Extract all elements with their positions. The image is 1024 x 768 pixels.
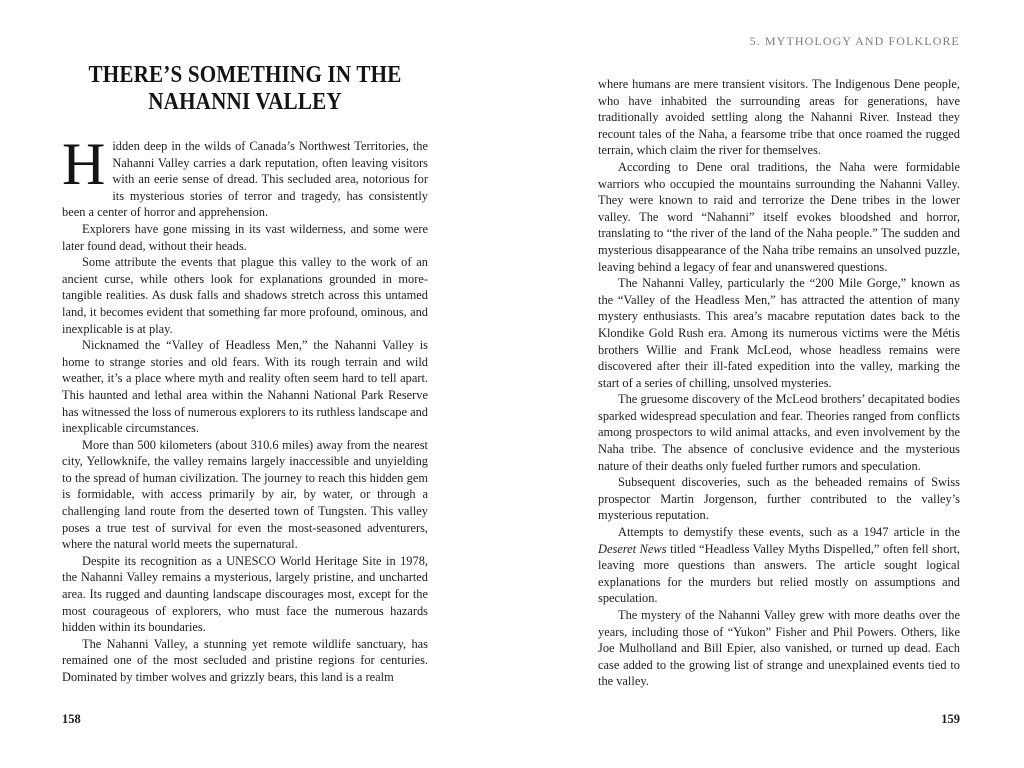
text-segment: Subsequent discoveries, such as the beheaded remains of Swiss prospector Martin Jorgenson, further contributed to the valley’s mysterious reputation. <box>598 475 960 523</box>
right-page-number: 159 <box>941 712 960 726</box>
chapter-title-line2: NAHANNI VALLEY <box>148 89 342 115</box>
text-segment: where humans are mere transient visitors. The Indigenous Dene people, who have inhabited the surrounding areas for generations, have traditionally avoided settling along the Nahanni River. Instead they recount tales of the Naha, a fearsome tribe that once roamed the rugged terrain, which claim the river for themselves. <box>598 77 960 158</box>
text-segment: Nicknamed the “Valley of Headless Men,” the Nahanni Valley is home to strange stories and old fears. With its rough terrain and wild weather, it’s a place where myth and reality often seem hard to tell apart. This haunted and lethal area within the Nahanni National Park Reserve has witnessed the loss of numerous explorers to its ruthless landscape and inexplicable circumstances. <box>62 338 428 436</box>
paragraph <box>598 474 960 524</box>
text-segment: The mystery of the Nahanni Valley grew with more deaths over the years, including those of “Yukon” Fisher and Phil Powers. Others, like Joe Mulholland and Bill Epier, also vanished, or turned up dead. Each case added to the growing list of strange and unexplained events tied to the valley. <box>598 608 960 689</box>
paragraph <box>62 553 428 636</box>
left-page <box>62 0 428 768</box>
left-page-body <box>62 131 428 686</box>
paragraph <box>598 607 960 690</box>
text-segment: The Nahanni Valley, a stunning yet remote wildlife sanctuary, has remained one of the most secluded and pristine regions for centuries. Dominated by timber wolves and grizzly bears, this land is a realm <box>62 636 428 684</box>
text-segment: Despite its recognition as a UNESCO World Heritage Site in 1978, the Nahanni Valley remains a mysterious, largely pristine, and uncharted area. Its rugged and daunting landscape discourages most, except for the most courageous of explorers, who must face the numerous hazards hidden within its boundaries. <box>62 553 428 635</box>
drop-cap: H <box>62 131 106 197</box>
text-segment: idden deep in the wilds of Canada’s Northwest Territories, the Nahanni Valley carries a dark reputation, often leaving visitors with an eerie sense of dread. This secluded area, notorious for its mysterious stories of terror and tragedy, has consistently been a center of horror and apprehension. <box>62 139 428 220</box>
text-segment: Some attribute the events that plague this valley to the work of an ancient curse, while others look for explanations grounded in more-tangible realities. As dusk falls and shadows stretch across this untamed land, it becomes evident that something far more profound, ominous, and inexplicable is at play. <box>62 255 428 336</box>
paragraph <box>598 159 960 275</box>
text-segment: Attempts to demystify these events, such as a 1947 article in the <box>618 525 960 540</box>
right-page-body <box>598 76 960 690</box>
paragraph <box>598 275 960 391</box>
paragraph <box>62 131 428 221</box>
paragraph <box>62 254 428 337</box>
paragraph <box>598 391 960 474</box>
text-segment: More than 500 kilometers (about 310.6 miles) away from the nearest city, Yellowknife, the valley remains largely inaccessible and unyielding to the spread of human civilization. The journey to reach this hidden gem is formidable, with access primarily by air, by water, or through a challenging land route from the deserted town of Tungsten. This valley poses a true test of survival for even the most-seasoned adventurers, where the natural world meets the supernatural. <box>62 437 428 552</box>
chapter-title-line1: THERE’S SOMETHING IN THE <box>88 62 402 88</box>
text-segment: Explorers have gone missing in its vast wilderness, and some were later found dead, without their heads. <box>62 221 428 253</box>
text-segment: The Nahanni Valley, particularly the “200 Mile Gorge,” known as the “Valley of the Headless Men,” has attracted the attention of many mystery enthusiasts. This area’s macabre reputation dates back to the Klondike Gold Rush era. Among its numerous victims were the Métis brothers Willie and Frank McLeod, whose headless remains were discovered after their ill-fated expedition into the valley, marking the start of a series of chilling, unsolved mysteries. <box>598 276 960 390</box>
paragraph <box>62 337 428 437</box>
text-segment: The gruesome discovery of the McLeod brothers’ decapitated bodies sparked widespread speculation and fear. Theories ranged from conflicts among prospectors to wild animal attacks, and even involvement by the Naha tribe. The absence of conclusive evidence and the mysterious nature of their deaths only fueled further rumors and speculation. <box>598 392 960 473</box>
left-page-number: 158 <box>62 712 81 726</box>
running-header: 5. MYTHOLOGY AND FOLKLORE <box>749 34 960 48</box>
paragraph <box>62 437 428 553</box>
right-page <box>598 0 960 768</box>
text-segment: titled “Headless Valley Myths Dispelled,” often fell short, leaving more questions than answers. The article sought logical explanations for the murders but relied mostly on assumptions and speculation. <box>598 541 960 606</box>
text-segment: According to Dene oral traditions, the Naha were formidable warriors who occupied the mountains surrounding the Nahanni Valley. They were known to raid and terrorize the Dene tribes in the lower valley. The word “Nahanni” itself evokes bloodshed and horror, translating to “the river of the land of the Naha people.” The sudden and mysterious disappearance of the Naha tribe remains an unsolved puzzle, leaving behind a legacy of fear and unanswered questions. <box>598 159 960 274</box>
paragraph <box>598 76 960 159</box>
paragraph <box>62 636 428 686</box>
paragraph <box>62 221 428 254</box>
paragraph <box>598 524 960 607</box>
italic-text: Deseret News <box>598 541 667 556</box>
chapter-title <box>84 62 406 116</box>
